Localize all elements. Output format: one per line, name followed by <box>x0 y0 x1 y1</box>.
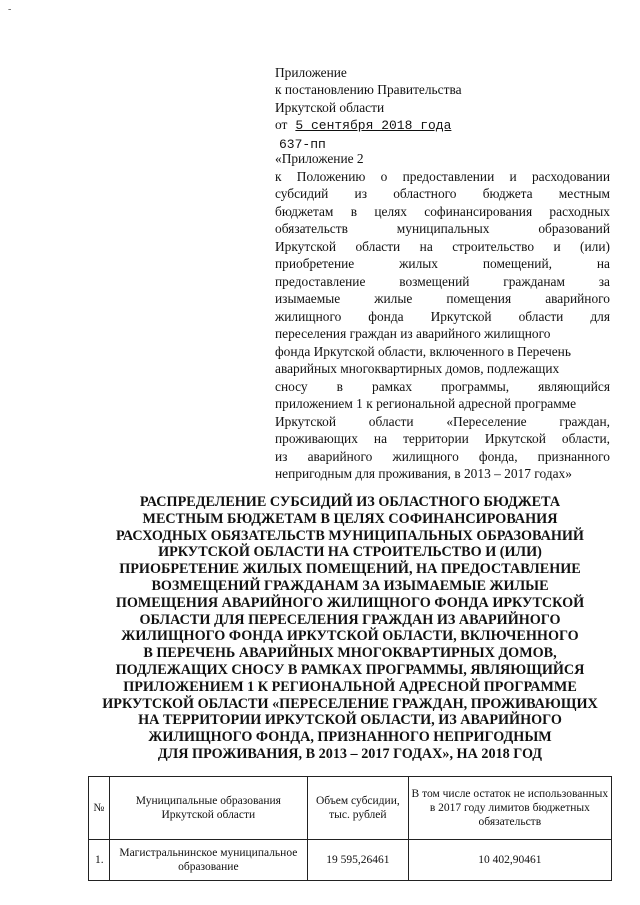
appendix-region: Иркутской области <box>275 99 385 115</box>
inner-appendix-line: жилищного фонда Иркутской области для <box>275 308 610 324</box>
date-value: 5 сентября 2018 года <box>295 118 452 134</box>
appendix-resolution: к постановлению Правительства <box>275 82 462 98</box>
inner-appendix-line: аварийных многоквартирных домов, подлежащих <box>275 361 560 376</box>
title-line: ЖИЛИЩНОГО ФОНДА, ПРИЗНАННОГО НЕПРИГОДНЫМ <box>148 729 552 746</box>
title-line: НА ТЕРРИТОРИИ ИРКУТСКОЙ ОБЛАСТИ, ИЗ АВАРИЙНОГО <box>138 712 562 729</box>
title-line: ПРИЛОЖЕНИЕМ 1 К РЕГИОНАЛЬНОЙ АДРЕСНОЙ ПРОГРАММЕ <box>123 678 577 695</box>
distribution-table <box>88 776 612 881</box>
inner-appendix-line: из аварийного жилищного фонда, признанного <box>275 448 610 464</box>
appendix-title: Приложение <box>275 65 347 80</box>
inner-appendix-line: Иркутской области «Переселение граждан, <box>275 413 610 429</box>
header-number: № <box>89 777 110 840</box>
inner-appendix-line: предоставление возмещений гражданам за <box>275 273 610 289</box>
inner-appendix-line: Иркутской области на строительство и (или) <box>275 238 610 254</box>
cell-unused-balance: 10 402,90461 <box>408 840 611 881</box>
page-mark: - <box>8 4 12 15</box>
inner-appendix-line: проживающих на территории Иркутской области, <box>275 431 610 446</box>
header-municipality: Муниципальные образования Иркутской области <box>109 777 307 840</box>
title-line: ПРИОБРЕТЕНИЕ ЖИЛЫХ ПОМЕЩЕНИЙ, НА ПРЕДОСТАВЛЕНИЕ <box>119 561 581 578</box>
inner-appendix-line: бюджетам в целях софинансирования расходных <box>275 203 610 219</box>
cell-number: 1. <box>89 840 110 881</box>
appendix-block <box>275 64 610 153</box>
table-row <box>89 840 612 881</box>
title-line: РАСХОДНЫХ ОБЯЗАТЕЛЬСТВ МУНИЦИПАЛЬНЫХ ОБРАЗОВАНИЙ <box>116 527 584 544</box>
inner-appendix-line: к Положению о предоставлении и расходовании <box>275 168 610 184</box>
title-line: ИРКУТСКОЙ ОБЛАСТИ «ПЕРЕСЕЛЕНИЕ ГРАЖДАН, ПРОЖИВАЮЩИХ <box>102 695 598 712</box>
header-unused-balance: В том числе остаток не использованных в 2017 году лимитов бюджетных обязательств <box>408 777 611 840</box>
document-title <box>86 494 614 763</box>
title-line: ОБЛАСТИ ДЛЯ ПЕРЕСЕЛЕНИЯ ГРАЖДАН ИЗ АВАРИЙНОГО <box>139 611 561 628</box>
title-line: РАСПРЕДЕЛЕНИЕ СУБСИДИЙ ИЗ ОБЛАСТНОГО БЮДЖЕТА <box>139 494 561 510</box>
inner-appendix-line: изымаемые жилые помещения аварийного <box>275 291 610 306</box>
title-line: В ПЕРЕЧЕНЬ АВАРИЙНЫХ МНОГОКВАРТИРНЫХ ДОМОВ, <box>143 645 557 662</box>
inner-appendix-line: приобретение жилых помещений, на <box>275 256 610 271</box>
inner-appendix-heading: «Приложение 2 <box>275 151 364 166</box>
title-line: ЖИЛИЩНОГО ФОНДА ИРКУТСКОЙ ОБЛАСТИ, ВКЛЮЧЕННОГО <box>121 628 579 645</box>
inner-appendix-line: субсидий из областного бюджета местным <box>275 186 610 201</box>
appendix-date-line <box>275 116 610 134</box>
title-line: МЕСТНЫМ БЮДЖЕТАМ В ЦЕЛЯХ СОФИНАНСИРОВАНИЯ <box>142 510 558 527</box>
title-line: ПОМЕЩЕНИЯ АВАРИЙНОГО ЖИЛИЩНОГО ФОНДА ИРКУТСКОЙ <box>115 594 585 611</box>
cell-subsidy-amount: 19 595,26461 <box>308 840 409 881</box>
title-line: ВОЗМЕЩЕНИЙ ГРАЖДАНАМ ЗА ИЗЫМАЕМЫЕ ЖИЛЫЕ <box>151 577 549 594</box>
inner-appendix-line: сносу в рамках программы, являющийся <box>275 378 610 394</box>
header-subsidy-amount: Объем субсидии, тыс. рублей <box>308 777 409 840</box>
inner-appendix-line: переселения граждан из аварийного жилищного <box>275 326 551 341</box>
inner-appendix-line: фонда Иркутской области, включенного в Перечень <box>275 343 571 359</box>
inner-appendix-line: приложением 1 к региональной адресной программе <box>275 396 577 411</box>
inner-appendix-line: непригодным для проживания, в 2013 – 2017 годах» <box>275 466 572 481</box>
title-line: ПОДЛЕЖАЩИХ СНОСУ В РАМКАХ ПРОГРАММЫ, ЯВЛЯЮЩИЙСЯ <box>115 661 585 678</box>
inner-appendix-block <box>275 150 610 483</box>
title-line: ДЛЯ ПРОЖИВАНИЯ, В 2013 – 2017 ГОДАХ», НА 2018 ГОД <box>157 745 543 762</box>
table-header-row <box>89 777 612 840</box>
number-value: 637-пп <box>279 136 326 152</box>
inner-appendix-line: обязательств муниципальных образований <box>275 221 610 236</box>
title-line: ИРКУТСКОЙ ОБЛАСТИ НА СТРОИТЕЛЬСТВО И (ИЛИ) <box>158 544 542 561</box>
date-prefix: от <box>275 117 288 133</box>
cell-municipality: Магистральнинское муниципальное образование <box>109 840 307 881</box>
